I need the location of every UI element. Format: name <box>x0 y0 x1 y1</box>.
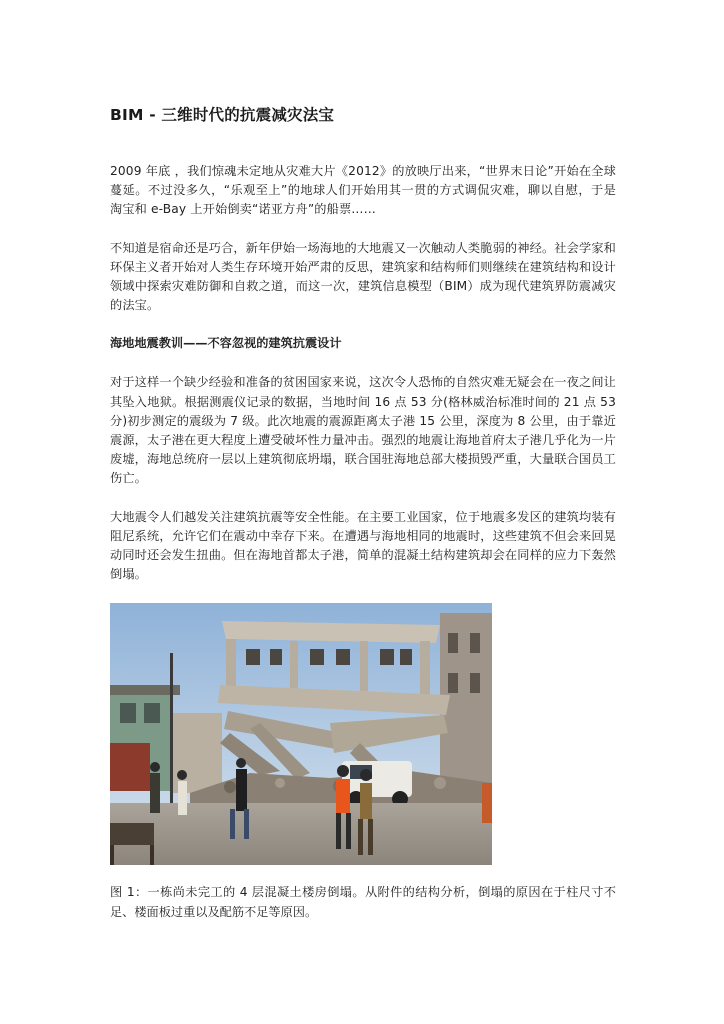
intro-paragraph-1: 2009 年底 ，我们惊魂未定地从灾难大片《2012》的放映厅出来，“世界末日论”开始在全球蔓延。不过没多久，“乐观至上”的地球人们开始用其一贯的方式调侃灾难，聊以自慰，于是淘宝和 e-Bay 上开始倒卖“诺亚方舟”的船票…… <box>110 164 616 217</box>
article-body <box>110 104 616 922</box>
figure-caption: 图 1：一栋尚未完工的 4 层混凝土楼房倒塌。从附件的结构分析，倒塌的原因在于柱尺寸不足、楼面板过重以及配筋不足等原因。 <box>110 885 616 919</box>
section-paragraph-2: 大地震令人们越发关注建筑抗震等安全性能。在主要工业国家，位于地震多发区的建筑均装有阻尼系统，允许它们在震动中幸存下来。在遭遇与海地相同的地震时，这些建筑不但会来回晃动同时还会发生扭曲。但在海地首都太子港，简单的混凝土结构建筑却会在同样的应力下轰然倒塌。 <box>110 509 616 582</box>
photo-illustration <box>110 603 492 865</box>
collapsed-building-photo <box>110 603 492 865</box>
section-heading: 海地地震教训——不容忽视的建筑抗震设计 <box>110 336 342 351</box>
section-paragraph-1: 对于这样一个缺少经验和准备的贫困国家来说，这次令人恐怖的自然灾难无疑会在一夜之间让其坠入地狱。根据测震仪记录的数据，当地时间 16 点 53 分(格林威治标准时间的 21 点 53 分)初步测定的震级为 7 级。此次地震的震源距离太子港 15 公里，深度为 8 公里，由于靠近震源，太子港在更大程度上遭受破坏性力量冲击。强烈的地震让海地首府太子港几乎化为一片废墟，海地总统府一层以上建筑彻底坍塌，联合国驻海地总部大楼损毁严重，大量联合国员工伤亡。 <box>110 375 616 486</box>
article-title: BIM - 三维时代的抗震减灾法宝 <box>110 106 335 124</box>
intro-paragraph-2: 不知道是宿命还是巧合，新年伊始一场海地的大地震又一次触动人类脆弱的神经。社会学家和环保主义者开始对人类生存环境开始严肃的反思，建筑家和结构师们则继续在建筑结构和设计领域中探索灾难防御和自救之道，而这一次，建筑信息模型（BIM）成为现代建筑界防震减灾的法宝。 <box>110 240 616 313</box>
